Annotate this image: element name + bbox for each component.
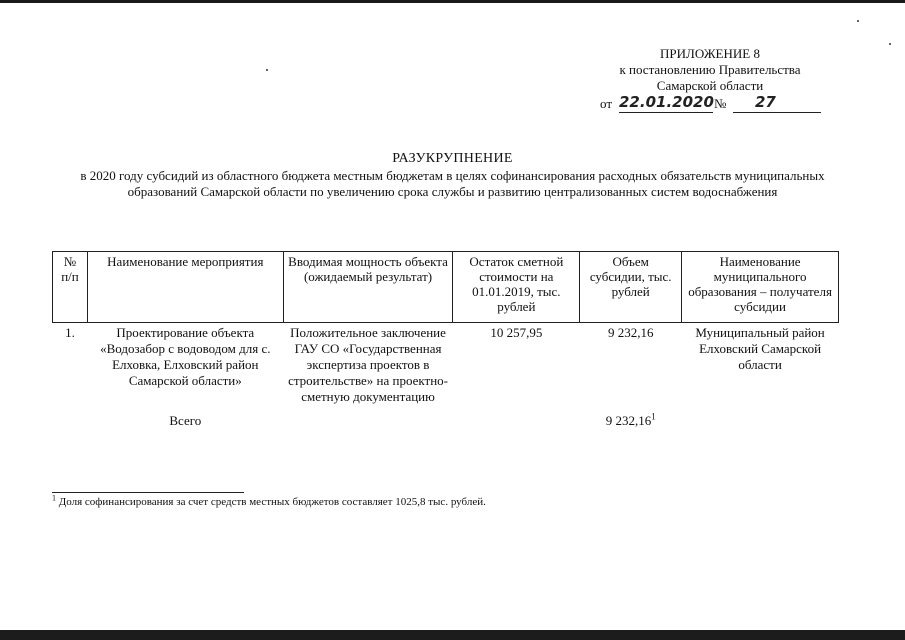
appendix-region-line: Самарской области <box>656 78 764 93</box>
number-prefix: № <box>714 96 727 111</box>
footnote <box>52 495 486 509</box>
date-prefix: от <box>600 96 613 111</box>
appendix-title: ПРИЛОЖЕНИЕ 8 <box>660 46 760 61</box>
scan-speck <box>266 69 268 71</box>
header-recipient: Наименование муниципального образования – получателя субсидии <box>682 252 839 323</box>
row-recipient: Муниципальный район Елховский Самарской области <box>695 325 825 372</box>
date-underline <box>619 112 713 113</box>
total-footnote-mark: 1 <box>651 411 656 422</box>
footnote-mark: 1 <box>52 493 56 503</box>
row-subsidy: 9 232,16 <box>607 325 654 340</box>
row-number: 1. <box>65 325 75 340</box>
appendix-decree-line: к постановлению Правительства <box>619 62 801 77</box>
footnote-text: Доля софинансирования за счет средств местных бюджетов составляет 1025,8 тыс. рублей. <box>58 496 486 508</box>
total-subsidy-cell <box>580 407 682 431</box>
scan-bottom-edge <box>0 630 905 640</box>
header-event-name: Наименование мероприятия <box>87 252 283 323</box>
document-title: РАЗУКРУПНЕНИЕ <box>392 151 513 166</box>
total-label: Всего <box>169 413 202 428</box>
scan-top-edge <box>0 0 905 3</box>
row-remaining-cost: 10 257,95 <box>490 325 543 340</box>
document-subtitle: в 2020 году субсидий из областного бюджета местным бюджетам в целях софинансирования расходных обязательств муниципальных образований Самарской области по увеличению срока службы и развитию централизованных систем водоснабжения <box>80 168 825 199</box>
header-subsidy-volume: Объем субсидии, тыс. рублей <box>580 252 682 323</box>
number-underline <box>733 112 821 113</box>
total-subsidy: 9 232,16 <box>605 413 652 428</box>
total-row <box>53 407 839 431</box>
scan-speck <box>857 20 859 22</box>
handwritten-number: 27 <box>755 93 776 111</box>
header-number: № п/п <box>53 252 88 323</box>
appendix-date-row <box>600 94 825 116</box>
header-remaining-cost: Остаток сметной стоимости на 01.01.2019, тыс. рублей <box>453 252 580 323</box>
handwritten-date: 22.01.2020 <box>619 93 714 111</box>
row-capacity: Положительное заключение ГАУ СО «Государственная экспертиза проектов в строительстве» на проектно-сметную документацию <box>288 325 449 404</box>
footnote-rule <box>52 492 244 493</box>
scan-speck <box>889 43 891 45</box>
header-capacity: Вводимая мощность объекта (ожидаемый результат) <box>283 252 453 323</box>
row-event-name: Проектирование объекта «Водозабор с водоводом для с. Елховка, Елховский район Самарской области» <box>100 325 271 388</box>
table-row <box>53 323 839 408</box>
subsidy-table <box>52 251 839 431</box>
table-header-row <box>53 252 839 323</box>
